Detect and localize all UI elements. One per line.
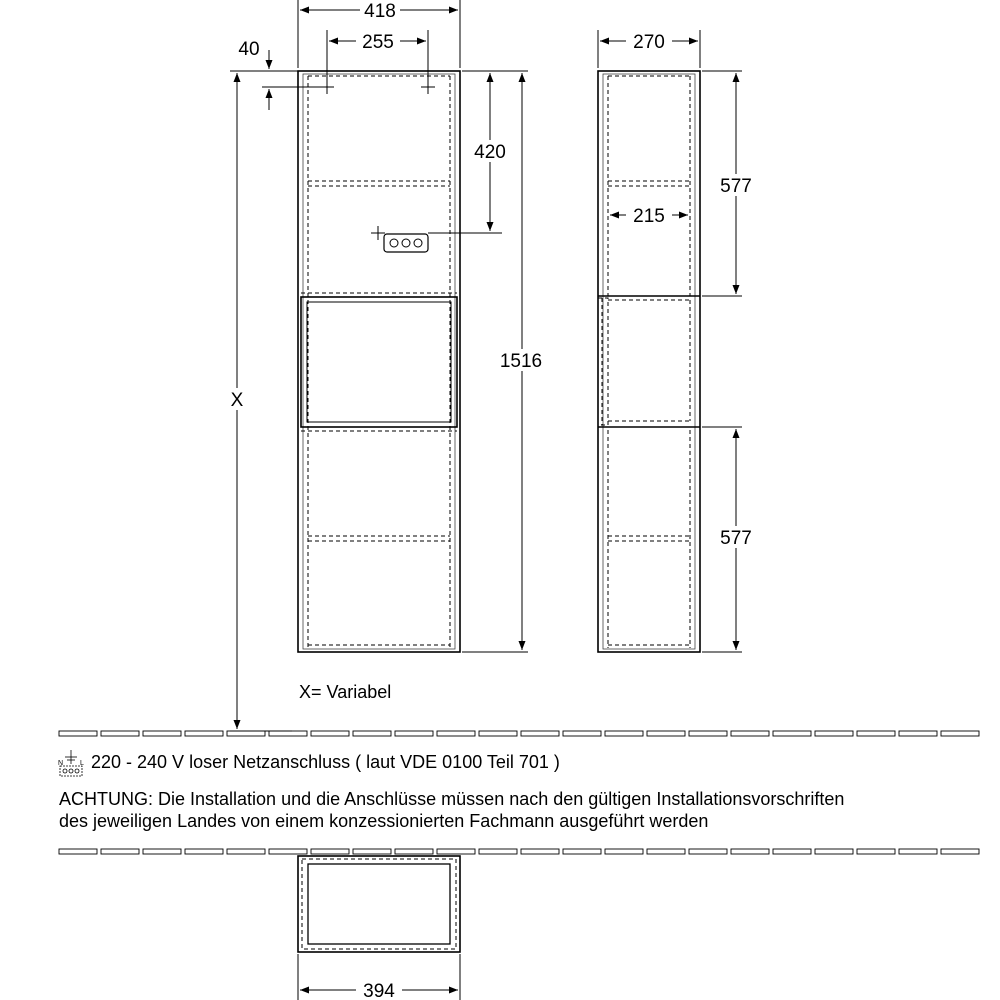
floor-tile [899,731,937,736]
dim-front-width: 418 [364,1,396,22]
plan-cabinet-outline [298,856,460,952]
floor-tile [563,731,601,736]
floor-tile [395,731,433,736]
floor-tile [479,849,517,854]
power-note: 220 - 240 V loser Netzanschluss ( laut VDE 0100 Teil 701 ) [91,752,560,772]
floor-tile [269,849,307,854]
floor-tile [815,849,853,854]
floor-tile [311,731,349,736]
dim-variable: X [230,390,244,411]
warning-line-1: ACHTUNG: Die Installation und die Anschlüsse müssen nach den gültigen Installationsvorschriften [59,789,845,809]
floor-tile [269,731,307,736]
plan-view [298,856,460,952]
floor-tile [563,849,601,854]
floor-tile [59,849,97,854]
electrical-connection-icon [58,750,84,776]
floor-tile [815,731,853,736]
floor-tile [521,731,559,736]
floor-tile [857,849,895,854]
floor-tile [773,849,811,854]
floor-tile [101,731,139,736]
floor-tile [353,731,391,736]
floor-tile [143,849,181,854]
floor-tile [731,849,769,854]
front-view [298,71,460,652]
side-cabinet-outline [598,71,700,652]
dim-side-inner-depth: 215 [633,206,665,227]
floor-line-lower [59,849,979,854]
floor-tile [899,849,937,854]
floor-tile [395,849,433,854]
dim-side-depth: 270 [633,32,665,53]
floor-tile [689,731,727,736]
floor-line-upper [59,731,979,736]
mount-point-left [320,80,334,94]
floor-tile [227,849,265,854]
open-niche [301,297,457,427]
floor-tile [311,849,349,854]
dim-total-height: 1516 [499,351,543,372]
floor-tile [185,849,223,854]
floor-tile [521,849,559,854]
floor-tile [101,849,139,854]
floor-tile [227,731,265,736]
side-view [598,71,700,652]
warning-line-2: des jeweiligen Landes von einem konzessionierten Fachmann ausgeführt werden [59,811,709,831]
floor-tile [605,731,643,736]
floor-tile [437,731,475,736]
floor-tile [59,731,97,736]
floor-tile [353,849,391,854]
side-dimensions [598,30,742,652]
variable-legend: X= Variabel [299,682,392,702]
dim-socket-height: 420 [474,142,506,163]
floor-tile [437,849,475,854]
dim-plan-width: 394 [363,981,395,1000]
mount-point-right [421,80,435,94]
floor-tile [185,731,223,736]
floor-tile [605,849,643,854]
svg-text:N: N [58,760,64,767]
power-socket-icon [384,234,428,252]
dim-top-offset: 40 [238,39,260,60]
floor-tile [731,731,769,736]
floor-tile [941,849,979,854]
floor-tile [689,849,727,854]
floor-tile [479,731,517,736]
front-dimensions [230,0,528,731]
floor-tile [773,731,811,736]
floor-tile [941,731,979,736]
floor-tile [647,731,685,736]
floor-tile [143,731,181,736]
dim-lower-section: 577 [720,528,752,549]
front-cabinet-outline [298,71,460,652]
socket-cross [371,226,385,240]
dim-mount-spacing: 255 [362,32,394,53]
floor-tile [857,731,895,736]
dim-upper-section: 577 [720,176,752,197]
svg-text:L: L [80,760,84,767]
floor-tile [647,849,685,854]
